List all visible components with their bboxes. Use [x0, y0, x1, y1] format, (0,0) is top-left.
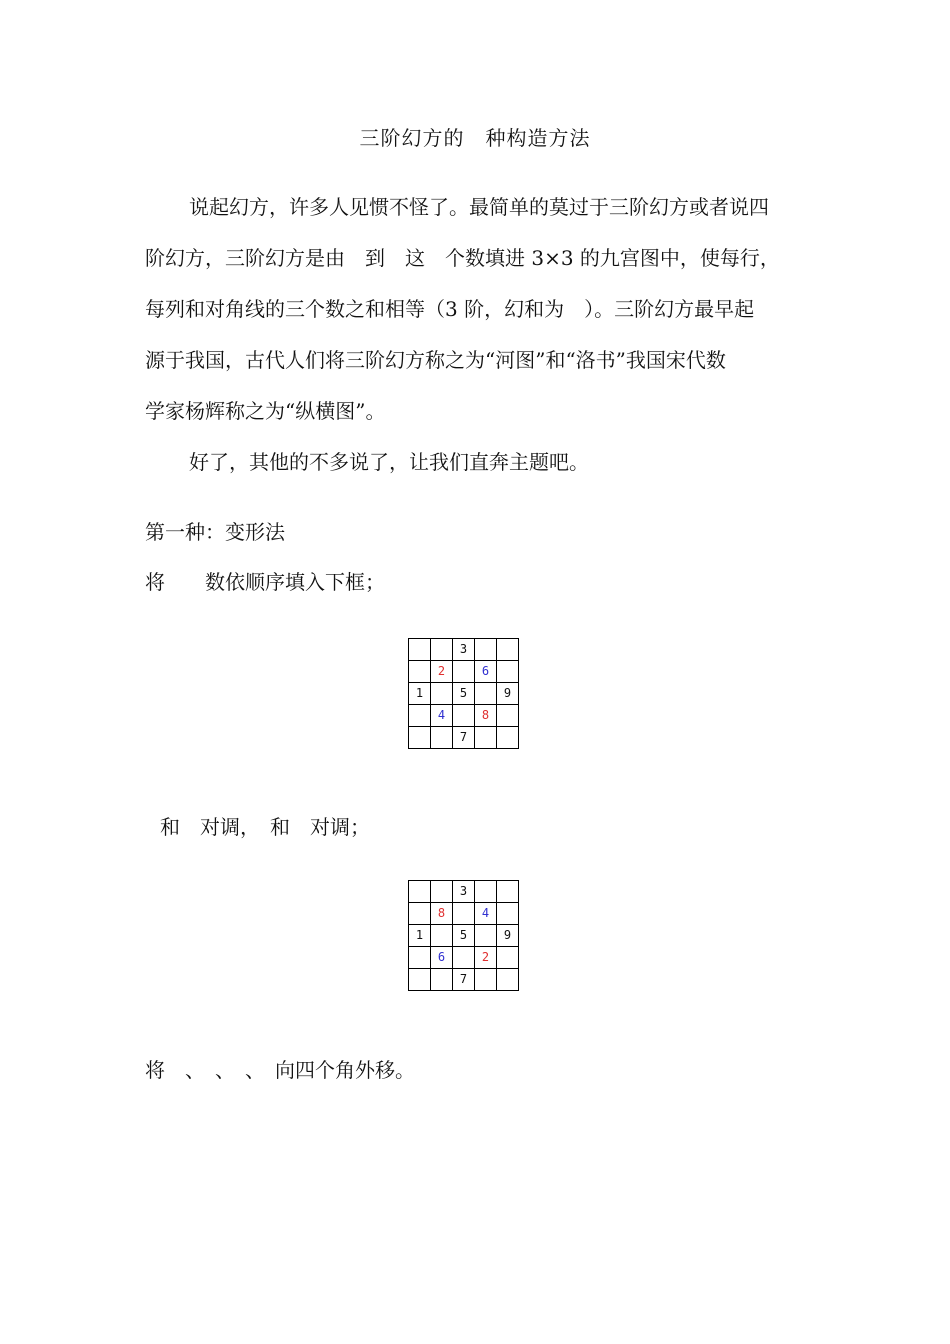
grid-cell — [475, 727, 497, 749]
grid-cell — [475, 925, 497, 947]
grid-cell — [497, 705, 519, 727]
magic-grid-swapped — [408, 880, 519, 991]
grid-cell — [475, 639, 497, 661]
grid-cell: 9 — [497, 925, 519, 947]
step-3-text: 将 、 、 、 向四个角外移。 — [145, 1058, 415, 1082]
grid-row — [409, 947, 519, 969]
grid-cell: 1 — [409, 683, 431, 705]
intro-line: 说起幻方，许多人见惯不怪了。最简单的莫过于三阶幻方或者说四 — [189, 195, 769, 219]
method-heading: 第一种：变形法 — [145, 520, 285, 544]
grid-cell: 1 — [409, 925, 431, 947]
grid-cell: 6 — [475, 661, 497, 683]
grid-cell — [497, 947, 519, 969]
grid-cell — [431, 683, 453, 705]
grid-cell: 6 — [431, 947, 453, 969]
grid-cell: 4 — [431, 705, 453, 727]
grid-cell — [475, 683, 497, 705]
grid-cell — [453, 705, 475, 727]
intro-line: 阶幻方，三阶幻方是由 到 这 个数填进 3×3 的九宫图中，使每行， — [145, 246, 780, 270]
grid-cell — [453, 903, 475, 925]
grid-cell — [431, 925, 453, 947]
grid-cell — [497, 969, 519, 991]
grid-cell: 5 — [453, 683, 475, 705]
grid-cell: 8 — [431, 903, 453, 925]
grid-cell — [431, 881, 453, 903]
grid-row — [409, 705, 519, 727]
grid-cell — [409, 969, 431, 991]
closing-line: 好了，其他的不多说了，让我们直奔主题吧。 — [189, 450, 589, 474]
grid-row — [409, 683, 519, 705]
grid-cell: 5 — [453, 925, 475, 947]
grid-cell: 7 — [453, 969, 475, 991]
grid-cell — [497, 903, 519, 925]
grid-cell — [497, 727, 519, 749]
grid-cell: 8 — [475, 705, 497, 727]
intro-line: 学家杨辉称之为“纵横图”。 — [145, 399, 386, 423]
grid-cell — [497, 661, 519, 683]
grid-cell — [409, 727, 431, 749]
grid-row — [409, 727, 519, 749]
grid-cell: 3 — [453, 881, 475, 903]
grid-cell: 2 — [475, 947, 497, 969]
grid-row — [409, 969, 519, 991]
grid-cell — [497, 881, 519, 903]
step-1-text: 将 数依顺序填入下框； — [145, 570, 385, 594]
intro-line: 每列和对角线的三个数之和相等（3 阶，幻和为 ）。三阶幻方最早起 — [145, 297, 755, 321]
grid-cell — [475, 881, 497, 903]
grid-cell — [409, 705, 431, 727]
grid-row — [409, 881, 519, 903]
grid-cell — [453, 661, 475, 683]
grid-cell: 2 — [431, 661, 453, 683]
grid-row — [409, 661, 519, 683]
grid-row — [409, 639, 519, 661]
grid-cell — [475, 969, 497, 991]
intro-line: 源于我国，古代人们将三阶幻方称之为“河图”和“洛书”我国宋代数 — [145, 348, 726, 372]
grid-cell — [409, 903, 431, 925]
grid-cell — [409, 661, 431, 683]
grid-cell — [453, 947, 475, 969]
grid-cell — [497, 639, 519, 661]
magic-grid-initial — [408, 638, 519, 749]
grid-cell — [409, 639, 431, 661]
grid-row — [409, 925, 519, 947]
grid-cell — [431, 969, 453, 991]
grid-cell — [431, 727, 453, 749]
grid-row — [409, 903, 519, 925]
page-title: 三阶幻方的 种构造方法 — [359, 126, 591, 150]
step-2-text: 和 对调， 和 对调； — [160, 815, 370, 839]
intro-paragraph — [145, 182, 810, 488]
grid-cell — [409, 947, 431, 969]
grid-cell: 3 — [453, 639, 475, 661]
grid-cell: 4 — [475, 903, 497, 925]
grid-cell — [431, 639, 453, 661]
grid-cell: 7 — [453, 727, 475, 749]
grid-cell: 9 — [497, 683, 519, 705]
grid-cell — [409, 881, 431, 903]
